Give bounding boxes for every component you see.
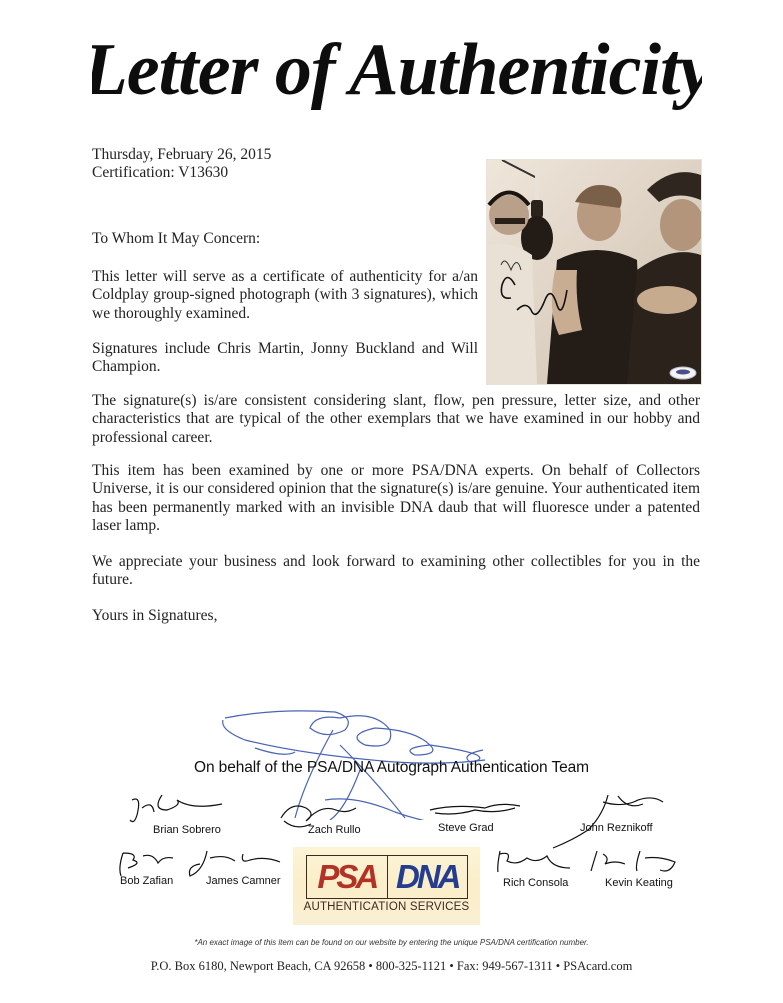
signer-name: Brian Sobrero	[153, 824, 221, 836]
paragraph-item-description: This letter will serve as a certificate of authenticity for a/an Coldplay group-signed photograph (with 3 signatures), which we thoroughly examined.	[92, 268, 478, 322]
paragraph-signers: Signatures include Chris Martin, Jonny Buckland and Will Champion.	[92, 340, 478, 376]
salutation: To Whom It May Concern:	[92, 230, 261, 247]
signature-kevin-keating	[585, 846, 685, 876]
signed-photo	[487, 160, 701, 384]
signature-rich-consola	[492, 846, 572, 876]
paragraph-appreciation: We appreciate your business and look forward to examining other collectibles for you in the future.	[92, 553, 700, 589]
letter-date: Thursday, February 26, 2015	[92, 146, 272, 163]
paragraph-analysis: The signature(s) is/are consistent considering slant, flow, pen pressure, letter size, and other characteristics that are typical of the other exemplars that we have examined in our hobby and professional career.	[92, 392, 700, 446]
signature-steve-grad	[425, 798, 525, 823]
dna-logo-text: DNA	[396, 858, 459, 895]
signature-bob-zafian	[113, 848, 183, 878]
signer-name: Kevin Keating	[605, 877, 673, 889]
psa-dna-logo	[293, 847, 480, 925]
letter-title	[92, 22, 702, 127]
psa-logo-text: PSA	[307, 856, 388, 898]
logo-subtitle: AUTHENTICATION SERVICES	[303, 901, 470, 913]
psa-dna-logo-frame	[306, 855, 468, 899]
letter-title-text: Letter of Authenticity	[92, 29, 702, 111]
signer-name: Zach Rullo	[308, 824, 361, 836]
signature-john-reznikoff	[548, 790, 668, 850]
closing: Yours in Signatures,	[92, 607, 218, 624]
footer-address: P.O. Box 6180, Newport Beach, CA 92658 • 800-325-1121 • Fax: 949-567-1311 • PSAcard.com	[150, 959, 633, 973]
signer-name: Bob Zafian	[120, 875, 174, 887]
signer-name: Steve Grad	[438, 822, 494, 834]
team-heading: On behalf of the PSA/DNA Autograph Authentication Team	[194, 759, 589, 776]
signer-name: James Camner	[206, 875, 281, 887]
footer-note: *An exact image of this item can be found on our website by entering the unique PSA/DNA certification number.	[194, 938, 589, 947]
certification-number: Certification: V13630	[92, 164, 229, 181]
paragraph-opinion: This item has been examined by one or more PSA/DNA experts. On behalf of Collectors Universe, it is our considered opinion that the signature(s) is/are genuine. Your authenticated item has been permanently marked with an invisible DNA daub that will fluoresce under a patented laser lamp.	[92, 462, 700, 534]
signer-name: Rich Consola	[503, 877, 569, 889]
signer-name: John Reznikoff	[580, 822, 653, 834]
